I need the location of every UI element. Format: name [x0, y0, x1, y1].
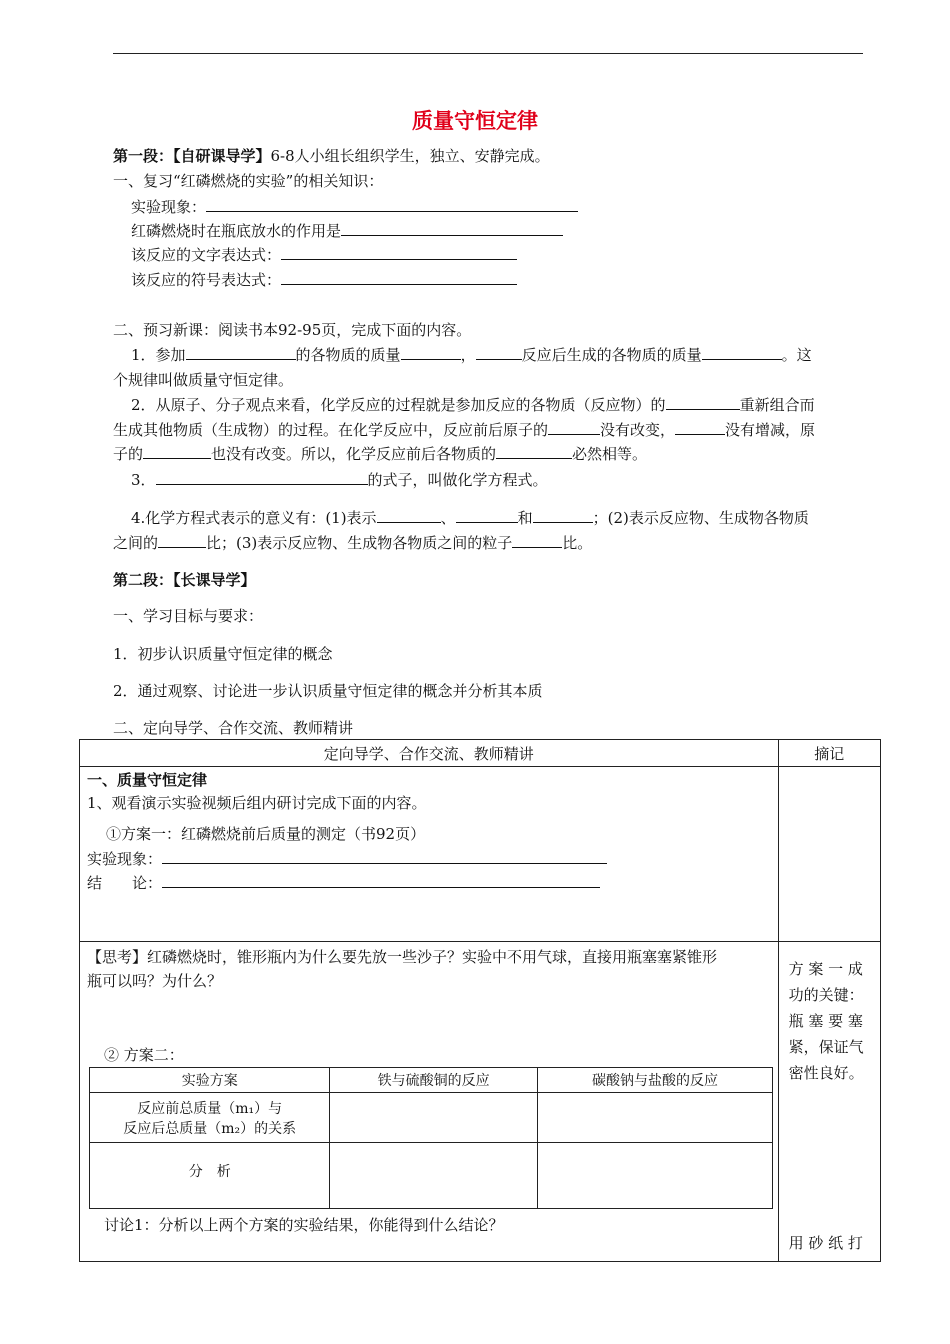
notes-cell-empty	[778, 767, 880, 942]
col-header: 碳酸钠与盐酸的反应	[537, 1068, 772, 1093]
answer-blank[interactable]	[143, 444, 211, 459]
guide-table	[79, 739, 881, 1262]
section-one-cell	[80, 767, 779, 942]
plan-two: ② 方案二：	[104, 1046, 184, 1064]
answer-blank[interactable]	[377, 508, 441, 523]
answer-blank[interactable]	[162, 873, 600, 888]
answer-blank[interactable]	[533, 508, 593, 523]
answer-blank[interactable]	[206, 197, 578, 212]
table-header-main: 定向导学、合作交流、教师精讲	[80, 740, 779, 767]
question-3: 3． 的式子，叫做化学方程式。	[131, 471, 548, 489]
phenomenon-line: 实验现象：	[87, 849, 607, 869]
row-label: 分 析	[90, 1143, 330, 1209]
plan-one: ①方案一：红磷燃烧前后质量的测定（书92页）	[106, 825, 426, 843]
note-line: 功的关键：	[788, 986, 864, 1004]
think-question: 【思考】红磷燃烧时，锥形瓶内为什么要先放一些沙子？实验中不用气球，直接用瓶塞塞紧锥形	[87, 948, 718, 966]
answer-blank[interactable]	[456, 508, 518, 523]
review-heading: 一、复习“红磷燃烧的实验”的相关知识：	[113, 172, 384, 190]
answer-blank[interactable]	[548, 420, 600, 435]
answer-blank[interactable]	[162, 849, 607, 864]
question-4-cont: 之间的 比；(3)表示反应物、生成物各物质之间的粒子 比。	[113, 534, 593, 552]
answer-blank[interactable]	[156, 470, 368, 485]
segment-one-text: 6-8人小组长组织学生，独立、安静完成。	[270, 147, 550, 165]
step-one: 1、观看演示实验视频后组内研讨完成下面的内容。	[87, 794, 427, 812]
guide-heading: 二、定向导学、合作交流、教师精讲	[113, 719, 354, 737]
segment-one-label: 第一段：【自研课导学】	[113, 147, 271, 165]
goal-item: 1．初步认识质量守恒定律的概念	[113, 645, 333, 663]
review-item	[131, 245, 517, 265]
answer-blank[interactable]	[158, 533, 206, 548]
answer-blank[interactable]	[675, 420, 725, 435]
answer-cell[interactable]	[537, 1093, 772, 1143]
answer-cell[interactable]	[330, 1143, 537, 1209]
review-item	[131, 221, 563, 241]
question-4: 4.化学方程式表示的意义有：(1)表示 、 和 ；(2)表示反应物、生成物各物质	[131, 509, 809, 527]
note-line: 用 砂 纸 打	[788, 1234, 863, 1252]
question-1-cont: 个规律叫做质量守恒定律。	[113, 371, 294, 389]
answer-blank[interactable]	[702, 345, 782, 360]
answer-blank[interactable]	[496, 444, 572, 459]
answer-blank[interactable]	[281, 270, 517, 285]
answer-cell[interactable]	[330, 1093, 537, 1143]
review-item-label: 该反应的符号表达式：	[131, 271, 282, 289]
note-line: 瓶 塞 要 塞	[788, 1012, 863, 1030]
notes-cell	[778, 942, 880, 1262]
answer-blank[interactable]	[186, 345, 296, 360]
segment-one-line	[113, 146, 550, 166]
answer-blank[interactable]	[281, 245, 517, 260]
review-item-label: 红磷燃烧时在瓶底放水的作用是	[131, 222, 342, 240]
section-two-cell	[80, 942, 779, 1262]
row-label: 反应前总质量（m₁）与 反应后总质量（m₂）的关系	[90, 1093, 330, 1143]
review-item-label: 该反应的文字表达式：	[131, 246, 282, 264]
experiment-table	[89, 1067, 773, 1209]
answer-cell[interactable]	[537, 1143, 772, 1209]
goals-heading: 一、学习目标与要求：	[113, 607, 264, 625]
col-header: 铁与硫酸铜的反应	[330, 1068, 537, 1093]
segment-two-label: 第二段：【长课导学】	[113, 571, 256, 589]
note-line: 紧，保证气	[788, 1038, 864, 1056]
goal-item: 2．通过观察、讨论进一步认识质量守恒定律的概念并分析其本质	[113, 682, 543, 700]
question-2-cont2: 子的 也没有改变。所以，化学反应前后各物质的 必然相等。	[113, 445, 648, 463]
discussion-question: 讨论1：分析以上两个方案的实验结果，你能得到什么结论？	[104, 1216, 504, 1234]
note-line: 密性良好。	[788, 1064, 864, 1082]
review-item	[131, 270, 517, 290]
think-question-cont: 瓶可以吗？为什么？	[87, 972, 223, 990]
answer-blank[interactable]	[512, 533, 562, 548]
table-header-notes: 摘记	[778, 740, 880, 767]
question-2-cont: 生成其他物质（生成物）的过程。在化学反应中，反应前后原子的 没有改变， 没有增减，原	[113, 421, 816, 439]
section-one-title: 一、质量守恒定律	[87, 771, 208, 789]
review-item-label: 实验现象：	[131, 198, 207, 216]
note-line: 方 案 一 成	[788, 960, 863, 978]
answer-blank[interactable]	[476, 345, 522, 360]
review-item	[131, 197, 578, 217]
col-header: 实验方案	[90, 1068, 330, 1093]
question-2: 2．从原子、分子观点来看，化学反应的过程就是参加反应的各物质（反应物）的 重新组合而	[131, 396, 815, 414]
header-rule	[113, 53, 863, 54]
page-title: 质量守恒定律	[412, 109, 538, 133]
answer-blank[interactable]	[666, 395, 740, 410]
question-1: 1．参加 的各物质的质量 ， 反应后生成的各物质的质量 。这	[131, 346, 812, 364]
conclusion-line: 结 论：	[87, 873, 600, 893]
answer-blank[interactable]	[401, 345, 461, 360]
preview-heading: 二、预习新课：阅读书本92-95页，完成下面的内容。	[113, 321, 472, 339]
answer-blank[interactable]	[341, 221, 563, 236]
